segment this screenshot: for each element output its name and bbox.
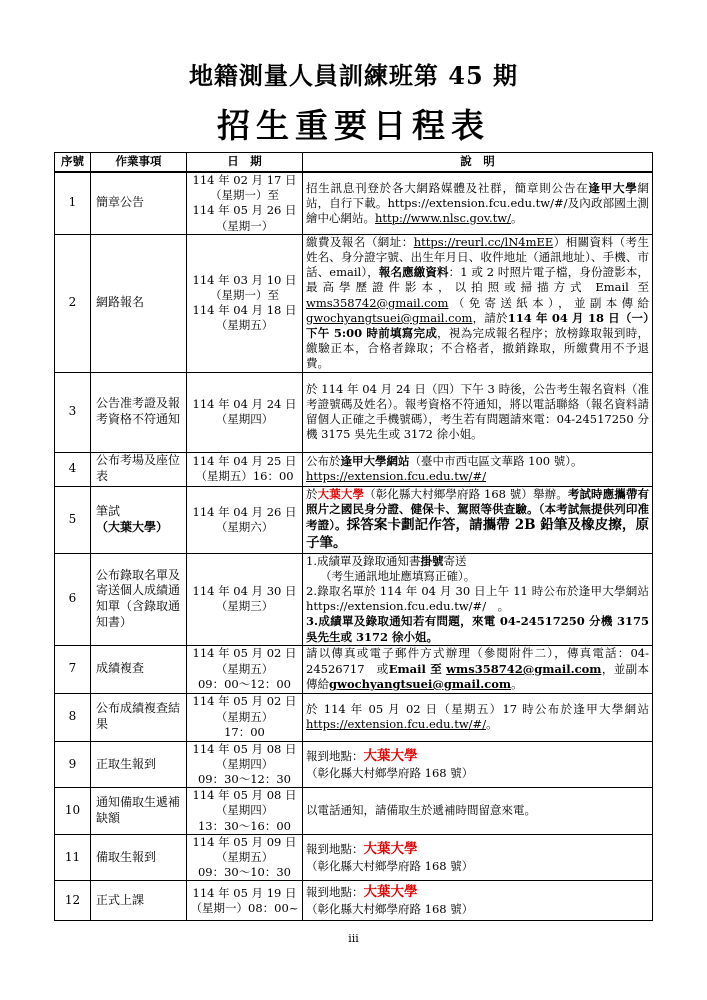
nlsc-link[interactable]: http://www.nlsc.gov.tw/ [375, 210, 511, 225]
email-link[interactable]: gwochyangtsuei@gmail.com [306, 310, 473, 325]
row-no: 6 [55, 553, 91, 645]
row-no: 8 [55, 693, 91, 741]
row-no: 12 [55, 881, 91, 921]
row-no: 7 [55, 645, 91, 693]
table-row [55, 486, 653, 553]
header-desc: 說 明 [303, 153, 653, 173]
email-link[interactable]: wms358742@gmail.com [446, 661, 602, 676]
row-item: 通知備取生遞補缺額 [91, 788, 187, 835]
row-no: 4 [55, 452, 91, 486]
row-date: 114 年 03 月 10 日 （星期一）至 114 年 04 月 18 日 （星期五） [187, 234, 303, 372]
page-number: iii [348, 932, 359, 945]
row-desc: 報到地點：大葉大學 （彰化縣大村鄉學府路 168 號） [303, 834, 653, 881]
table-row [55, 172, 653, 234]
header-item: 作業事項 [91, 153, 187, 173]
row-item: 公布考場及座位表 [91, 452, 187, 486]
table-row [55, 881, 653, 921]
row-no: 9 [55, 741, 91, 788]
row-desc: 於大葉大學（彰化縣大村鄉學府路 168 號）舉辦。考試時應攜帶有照片之國民身分證、健保卡、駕照等供查驗。（本考試無提供列印准考證）。採答案卡劃記作答，請攜帶 2B 鉛筆及橡皮擦，原子筆。 [303, 486, 653, 553]
row-desc: 報到地點：大葉大學 （彰化縣大村鄉學府路 168 號） [303, 741, 653, 788]
row-desc: 1.成績單及錄取通知書掛號寄送 （考生通訊地址應填寫正確）。 2.錄取名單於 114 年 04 月 30 日上午 11 時公布於逢甲大學網站https://extension.fcu.edu.tw/#/ 。 3.成績單及錄取通知若有問題，來電 04-24517250 分機 3175 吳先生或 3172 徐小姐。 [303, 553, 653, 645]
table-row [55, 645, 653, 693]
row-desc: 繳費及報名（網址：https://reurl.cc/lN4mEE）相關資料（考生姓名、身分證字號、出生年月日、收件地址（通訊地址）、手機、市話、email），報名應繳資料：1 或 2 吋照片電子檔，身份證影本，最高學歷證件影本，以拍照或掃描方式 Email 至wms358742@gmail.com（免寄送紙本），並副本傳給gwochyangtsuei@gmail.com，請於114 年 04 月 18 日（一）下午 5:00 時前填寫完成，視為完成報名程序；放榜錄取報到時，繳驗正本，合格者錄取；不合格者，撤銷錄取，所繳費用不予退費。 [303, 234, 653, 372]
row-date: 114 年 05 月 09 日 （星期五） 09：30～10：30 [187, 834, 303, 881]
row-desc: 以電話通知，請備取生於遞補時間留意來電。 [303, 788, 653, 835]
row-item: 正取生報到 [91, 741, 187, 788]
row-date: 114 年 04 月 30 日 （星期三） [187, 553, 303, 645]
row-desc: 招生訊息刊登於各大網路媒體及社群，簡章則公告在逢甲大學網站，自行下載。https://extension.fcu.edu.tw/#/及內政部國土測繪中心網站。http://www.nlsc.gov.tw/。 [303, 172, 653, 234]
table-row [55, 834, 653, 881]
row-item: 公告准考證及報考資格不符通知 [91, 372, 187, 452]
table-row [55, 693, 653, 741]
row-desc: 公布於逢甲大學網站（臺中市西屯區文華路 100 號）。 https://extension.fcu.edu.tw/#/ [303, 452, 653, 486]
row-date: 114 年 04 月 25 日 （星期五）16：00 [187, 452, 303, 486]
table-row [55, 234, 653, 372]
table-row [55, 553, 653, 645]
row-desc: 於 114 年 05 月 02 日（星期五）17 時公布於逢甲大學網站https://extension.fcu.edu.tw/#/。 [303, 693, 653, 741]
row-date: 114 年 05 月 08 日 （星期四） 09：30～12：30 [187, 741, 303, 788]
row-item: 網路報名 [91, 234, 187, 372]
row-date: 114 年 04 月 26 日 （星期六） [187, 486, 303, 553]
registration-link[interactable]: https://reurl.cc/lN4mEE [413, 234, 554, 249]
row-item: 備取生報到 [91, 834, 187, 881]
document-title: 地籍測量人員訓練班第 45 期 [188, 61, 519, 90]
document-subtitle: 招生重要日程表 [217, 106, 490, 145]
header-date: 日 期 [187, 153, 303, 173]
row-desc: 於 114 年 04 月 24 日（四）下午 3 時後，公告考生報名資料（准考證號碼及姓名）。報考資格不符通知，將以電話聯絡（報名資料請留個人正確之手機號碼），考生若有問題請來電：04-24517250 分機 3175 吳先生或 3172 徐小姐。 [303, 372, 653, 452]
email-link[interactable]: wms358742@gmail.com [306, 295, 449, 310]
row-item: 成績複查 [91, 645, 187, 693]
fcu-link[interactable]: https://extension.fcu.edu.tw/#/ [306, 717, 487, 732]
table-row [55, 741, 653, 788]
email-link[interactable]: gwochyangtsuei@gmail.com [329, 676, 512, 691]
row-no: 3 [55, 372, 91, 452]
row-no: 10 [55, 788, 91, 835]
header-no: 序號 [55, 153, 91, 173]
row-date: 114 年 05 月 08 日 （星期四） 13：30～16：00 [187, 788, 303, 835]
row-no: 5 [55, 486, 91, 553]
row-date: 114 年 05 月 02 日 （星期五） 17：00 [187, 693, 303, 741]
table-row [55, 452, 653, 486]
row-date: 114 年 02 月 17 日 （星期一）至 114 年 05 月 26 日 （星期一） [187, 172, 303, 234]
row-date: 114 年 04 月 24 日 （星期四） [187, 372, 303, 452]
row-no: 2 [55, 234, 91, 372]
row-item: 筆試 （大葉大學） [91, 486, 187, 553]
fcu-link[interactable]: https://extension.fcu.edu.tw/#/ [306, 469, 487, 484]
row-item: 公布成績複查結果 [91, 693, 187, 741]
table-header-row [55, 153, 653, 173]
row-date: 114 年 05 月 19 日 （星期一）08：00~ [187, 881, 303, 921]
row-item: 正式上課 [91, 881, 187, 921]
row-desc: 請以傳真或電子郵件方式辦理（參閱附件二），傳真電話：04-24526717 或Email 至 wms358742@gmail.com，並副本傳給gwochyangtsuei@gmail.com。 [303, 645, 653, 693]
row-desc: 報到地點：大葉大學 （彰化縣大村鄉學府路 168 號） [303, 881, 653, 921]
row-item: 簡章公告 [91, 172, 187, 234]
row-date: 114 年 05 月 02 日 （星期五） 09：00～12：00 [187, 645, 303, 693]
table-row [55, 372, 653, 452]
row-item: 公布錄取名單及寄送個人成績通知單（含錄取通知書） [91, 553, 187, 645]
schedule-table [54, 152, 653, 921]
row-no: 11 [55, 834, 91, 881]
table-row [55, 788, 653, 835]
row-no: 1 [55, 172, 91, 234]
